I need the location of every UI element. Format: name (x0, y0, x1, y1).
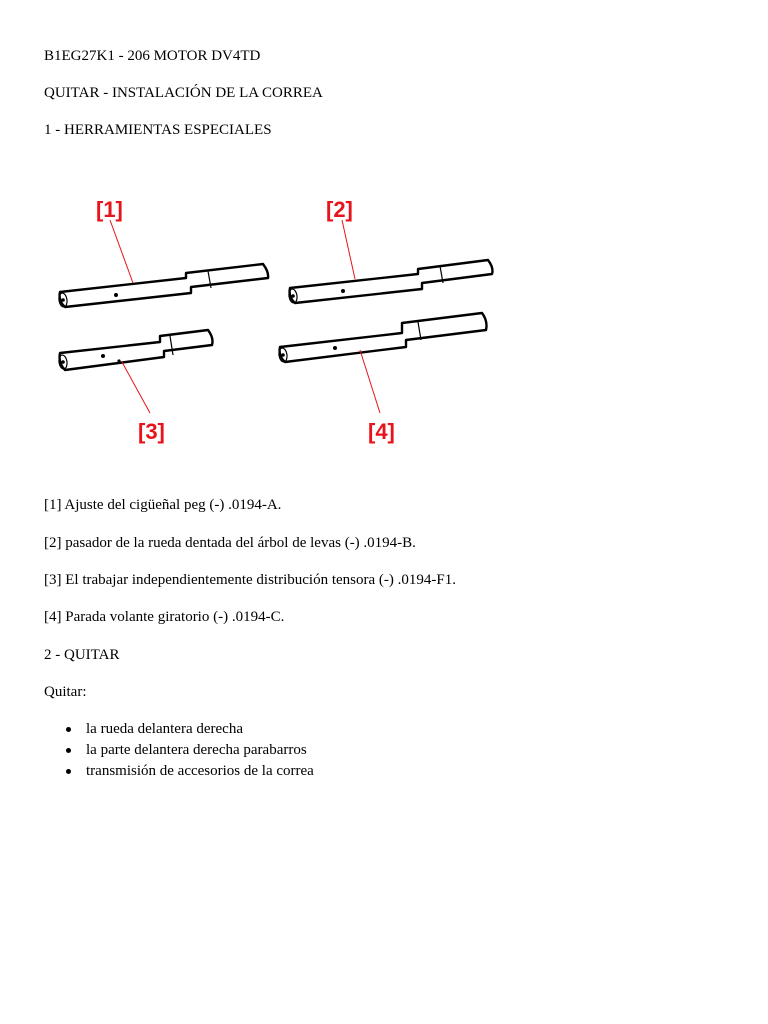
tool-description-4: [4] Parada volante giratorio (-) .0194-C. (44, 609, 285, 625)
tool-1-pin (58, 264, 268, 307)
callout-label-2: [2] (326, 197, 353, 222)
remove-intro: Quitar: (44, 684, 87, 700)
tool-description-3: [3] El trabajar independientemente distribución tensora (-) .0194-F1. (44, 572, 456, 588)
tool-2-pin (288, 260, 492, 303)
callout-label-3: [3] (138, 419, 165, 444)
tool-description-2: [2] pasador de la rueda dentada del árbol de levas (-) .0194-B. (44, 535, 416, 551)
tool-description-1: [1] Ajuste del cigüeñal peg (-) .0194-A. (44, 497, 282, 513)
callout-label-1: [1] (96, 197, 123, 222)
list-item: la rueda delantera derecha (86, 719, 314, 740)
section-heading-special-tools: 1 - HERRAMIENTAS ESPECIALES (44, 122, 272, 138)
tool-4-pin (278, 313, 486, 362)
document-code: B1EG27K1 - 206 MOTOR DV4TD (44, 48, 261, 64)
list-item: transmisión de accesorios de la correa (86, 761, 314, 782)
remove-list (44, 719, 314, 782)
list-item: la parte delantera derecha parabarros (86, 740, 314, 761)
document-title: QUITAR - INSTALACIÓN DE LA CORREA (44, 85, 323, 101)
callout-label-4: [4] (368, 419, 395, 444)
section-heading-remove: 2 - QUITAR (44, 647, 120, 663)
tool-3-pin (58, 330, 212, 370)
special-tools-figure (50, 185, 510, 450)
